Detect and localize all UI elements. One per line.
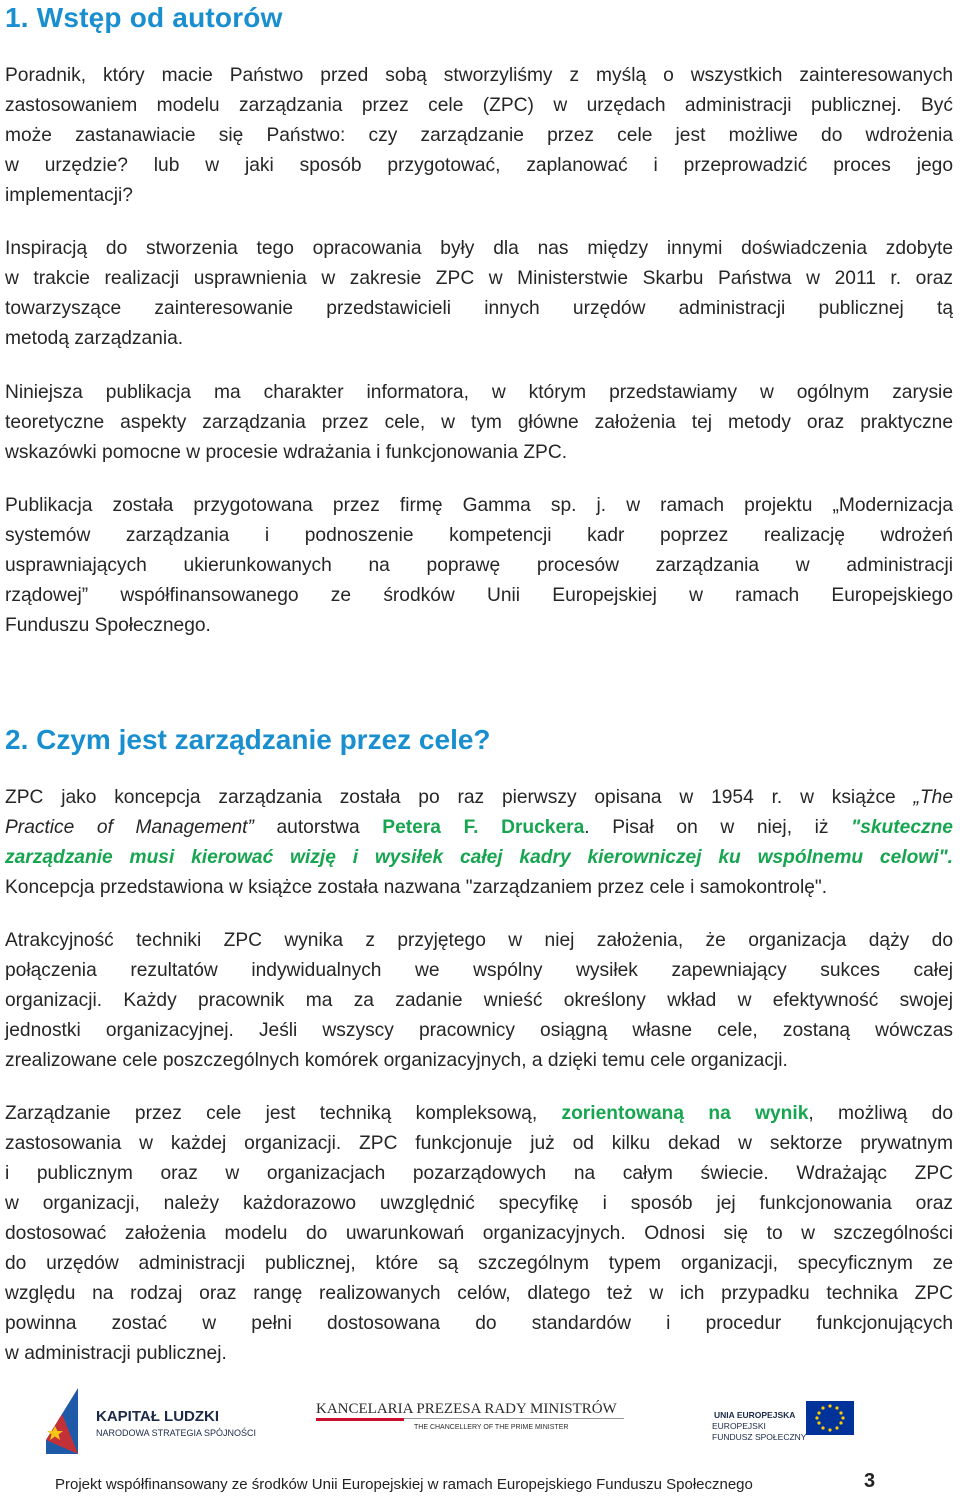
text-line: Funduszu Społecznego. <box>5 615 211 636</box>
text-line: Publikacja została przygotowana przez firmę Gamma sp. j. w ramach projektu „Modernizacja <box>5 495 953 516</box>
eu-efs-logo <box>712 1401 854 1442</box>
section-2-heading: 2. Czym jest zarządzanie przez cele? <box>5 724 491 755</box>
intro-paragraph-4 <box>5 491 953 641</box>
efs-label-1: EUROPEJSKI <box>712 1421 766 1431</box>
book-title-text: Practice of Management” <box>5 817 254 838</box>
text-run: Zarządzanie przez cele jest techniką kompleksową, <box>5 1103 562 1124</box>
partner-logos <box>0 1380 960 1460</box>
kprm-subtitle: THE CHANCELLERY OF THE PRIME MINISTER <box>414 1424 569 1431</box>
text-line: i publicznym oraz w organizacjach pozarządowych na całym świecie. Wdrażając ZPC <box>5 1163 953 1184</box>
text-line: zrealizowane cele poszczególnych komórek organizacyjnych, a dzięki temu cele organizacji. <box>5 1050 788 1071</box>
kprm-title: KANCELARIA PREZESA RADY MINISTRÓW <box>316 1401 617 1417</box>
text-line: Koncepcja przedstawiona w książce została nazwana "zarządzaniem przez cele i samokontrolę". <box>5 877 828 898</box>
eu-label: UNIA EUROPEJSKA <box>714 1410 796 1420</box>
efs-label-2: FUNDUSZ SPOŁECZNY <box>712 1432 807 1442</box>
text-line: usprawniających ukierunkowanych na poprawę procesów zarządzania w administracji <box>5 555 953 576</box>
result-oriented-highlight: zorientowaną na wynik <box>561 1103 809 1124</box>
intro-paragraph-1 <box>5 61 953 211</box>
text-line: Atrakcyjność techniki ZPC wynika z przyjętego w niej założenia, że organizacja dąży do <box>5 930 953 951</box>
text-line: powinna zostać w pełni dostosowana do standardów i procedur funkcjonujących <box>5 1313 953 1334</box>
text-line <box>5 813 953 843</box>
kapital-ludzki-title: KAPITAŁ LUDZKI <box>96 1408 220 1425</box>
text-line: w organizacji, należy każdorazowo uwzględnić specyfikę i sposób jej funkcjonowania oraz <box>5 1193 953 1214</box>
kapital-ludzki-logo <box>42 1384 256 1454</box>
text-run: autorstwa <box>253 817 383 838</box>
intro-paragraph-2 <box>5 234 953 354</box>
text-run: , możliwą do <box>808 1103 953 1124</box>
text-line: wskazówki pomocne w procesie wdrażania i funkcjonowania ZPC. <box>5 442 568 463</box>
text-line: do urzędów administracji publicznej, które są szczególnym typem organizacji, specyficznym ze <box>5 1253 953 1274</box>
text-line: towarzyszące zainteresowanie przedstawicieli innych urzędów administracji publicznej tą <box>5 298 953 319</box>
text-line: w trakcie realizacji usprawnienia w zakresie ZPC w Ministerstwie Skarbu Państwa w 2011 r. oraz <box>5 268 953 289</box>
quote-highlight: "skuteczne <box>851 817 953 838</box>
text-line: implementacji? <box>5 185 133 206</box>
book-title-text: „The <box>913 787 953 808</box>
intro-paragraph-3 <box>5 378 953 468</box>
text-line: jednostki organizacyjnej. Jeśli wszyscy pracownicy osiągną własne cele, zostaną wówczas <box>5 1020 953 1041</box>
section-1-heading: 1. Wstęp od autorów <box>5 2 283 33</box>
zpc-paragraph-2 <box>5 926 953 1076</box>
text-line: Inspiracją do stworzenia tego opracowania były dla nas między innymi doświadczenia zdobyte <box>5 238 953 259</box>
kprm-logo <box>316 1400 624 1431</box>
zpc-paragraph-1 <box>5 783 953 903</box>
text-line: zastosowaniem modelu zarządzania przez cele (ZPC) w urzędach administracji publicznej. Być <box>5 95 953 116</box>
text-line: Niniejsza publikacja ma charakter informatora, w którym przedstawiamy w ogólnym zarysie <box>5 382 953 403</box>
text-line: metodą zarządzania. <box>5 328 184 349</box>
kapital-ludzki-subtitle: NARODOWA STRATEGIA SPÓJNOŚCI <box>96 1428 257 1438</box>
text-line: połączenia rezultatów indywidualnych we wspólny wysiłek zapewniający sukces całej <box>5 960 953 981</box>
author-name-highlight: Petera F. Druckera <box>382 817 585 838</box>
text-line: dostosować założenia modelu do uwarunkowań organizacyjnych. Odnosi się to w szczególności <box>5 1223 953 1244</box>
page-number: 3 <box>864 1470 876 1492</box>
text-line: w administracji publicznej. <box>5 1343 227 1364</box>
text-line: rządowej” współfinansowanego ze środków Unii Europejskiej w ramach Europejskiego <box>5 585 953 606</box>
text-line: w urzędzie? lub w jaki sposób przygotować, zaplanować i przeprowadzić proces jego <box>5 155 953 176</box>
text-line: teoretyczne aspekty zarządzania przez cele, w tym główne założenia tej metody oraz praktyczne <box>5 412 953 433</box>
text-run: . Pisał on w niej, iż <box>584 817 852 838</box>
zpc-paragraph-3 <box>5 1099 953 1369</box>
footer-text: Projekt współfinansowany ze środków Unii Europejskiej w ramach Europejskiego Funduszu Społecznego <box>55 1476 753 1493</box>
text-line: Poradnik, który macie Państwo przed sobą stworzyliśmy z myślą o wszystkich zainteresowanych <box>5 65 953 86</box>
text-run: ZPC jako koncepcja zarządzania została po raz pierwszy opisana w 1954 r. w książce <box>5 787 914 808</box>
text-line: organizacji. Każdy pracownik ma za zadanie wnieść określony wkład w efektywność swojej <box>5 990 953 1011</box>
text-line: może zastanawiacie się Państwo: czy zarządzanie przez cele jest możliwe do wdrożenia <box>5 125 953 146</box>
text-line: systemów zarządzania i podnoszenie kompetencji kadr poprzez realizację wdrożeń <box>5 525 953 546</box>
text-line <box>5 1099 953 1129</box>
quote-highlight: zarządzanie musi kierować wizję i wysiłek całej kadry kierowniczej ku wspólnemu celowi". <box>5 847 953 868</box>
text-line <box>5 783 953 813</box>
text-line: względu na rodzaj oraz rangę realizowanych celów, dlatego też w ich przypadku technika ZPC <box>5 1283 953 1304</box>
text-line: zastosowania w każdej organizacji. ZPC funkcjonuje już od kilku dekad w sektorze prywatnym <box>5 1133 953 1154</box>
text-line <box>5 843 953 873</box>
logos-strip <box>0 1380 960 1460</box>
